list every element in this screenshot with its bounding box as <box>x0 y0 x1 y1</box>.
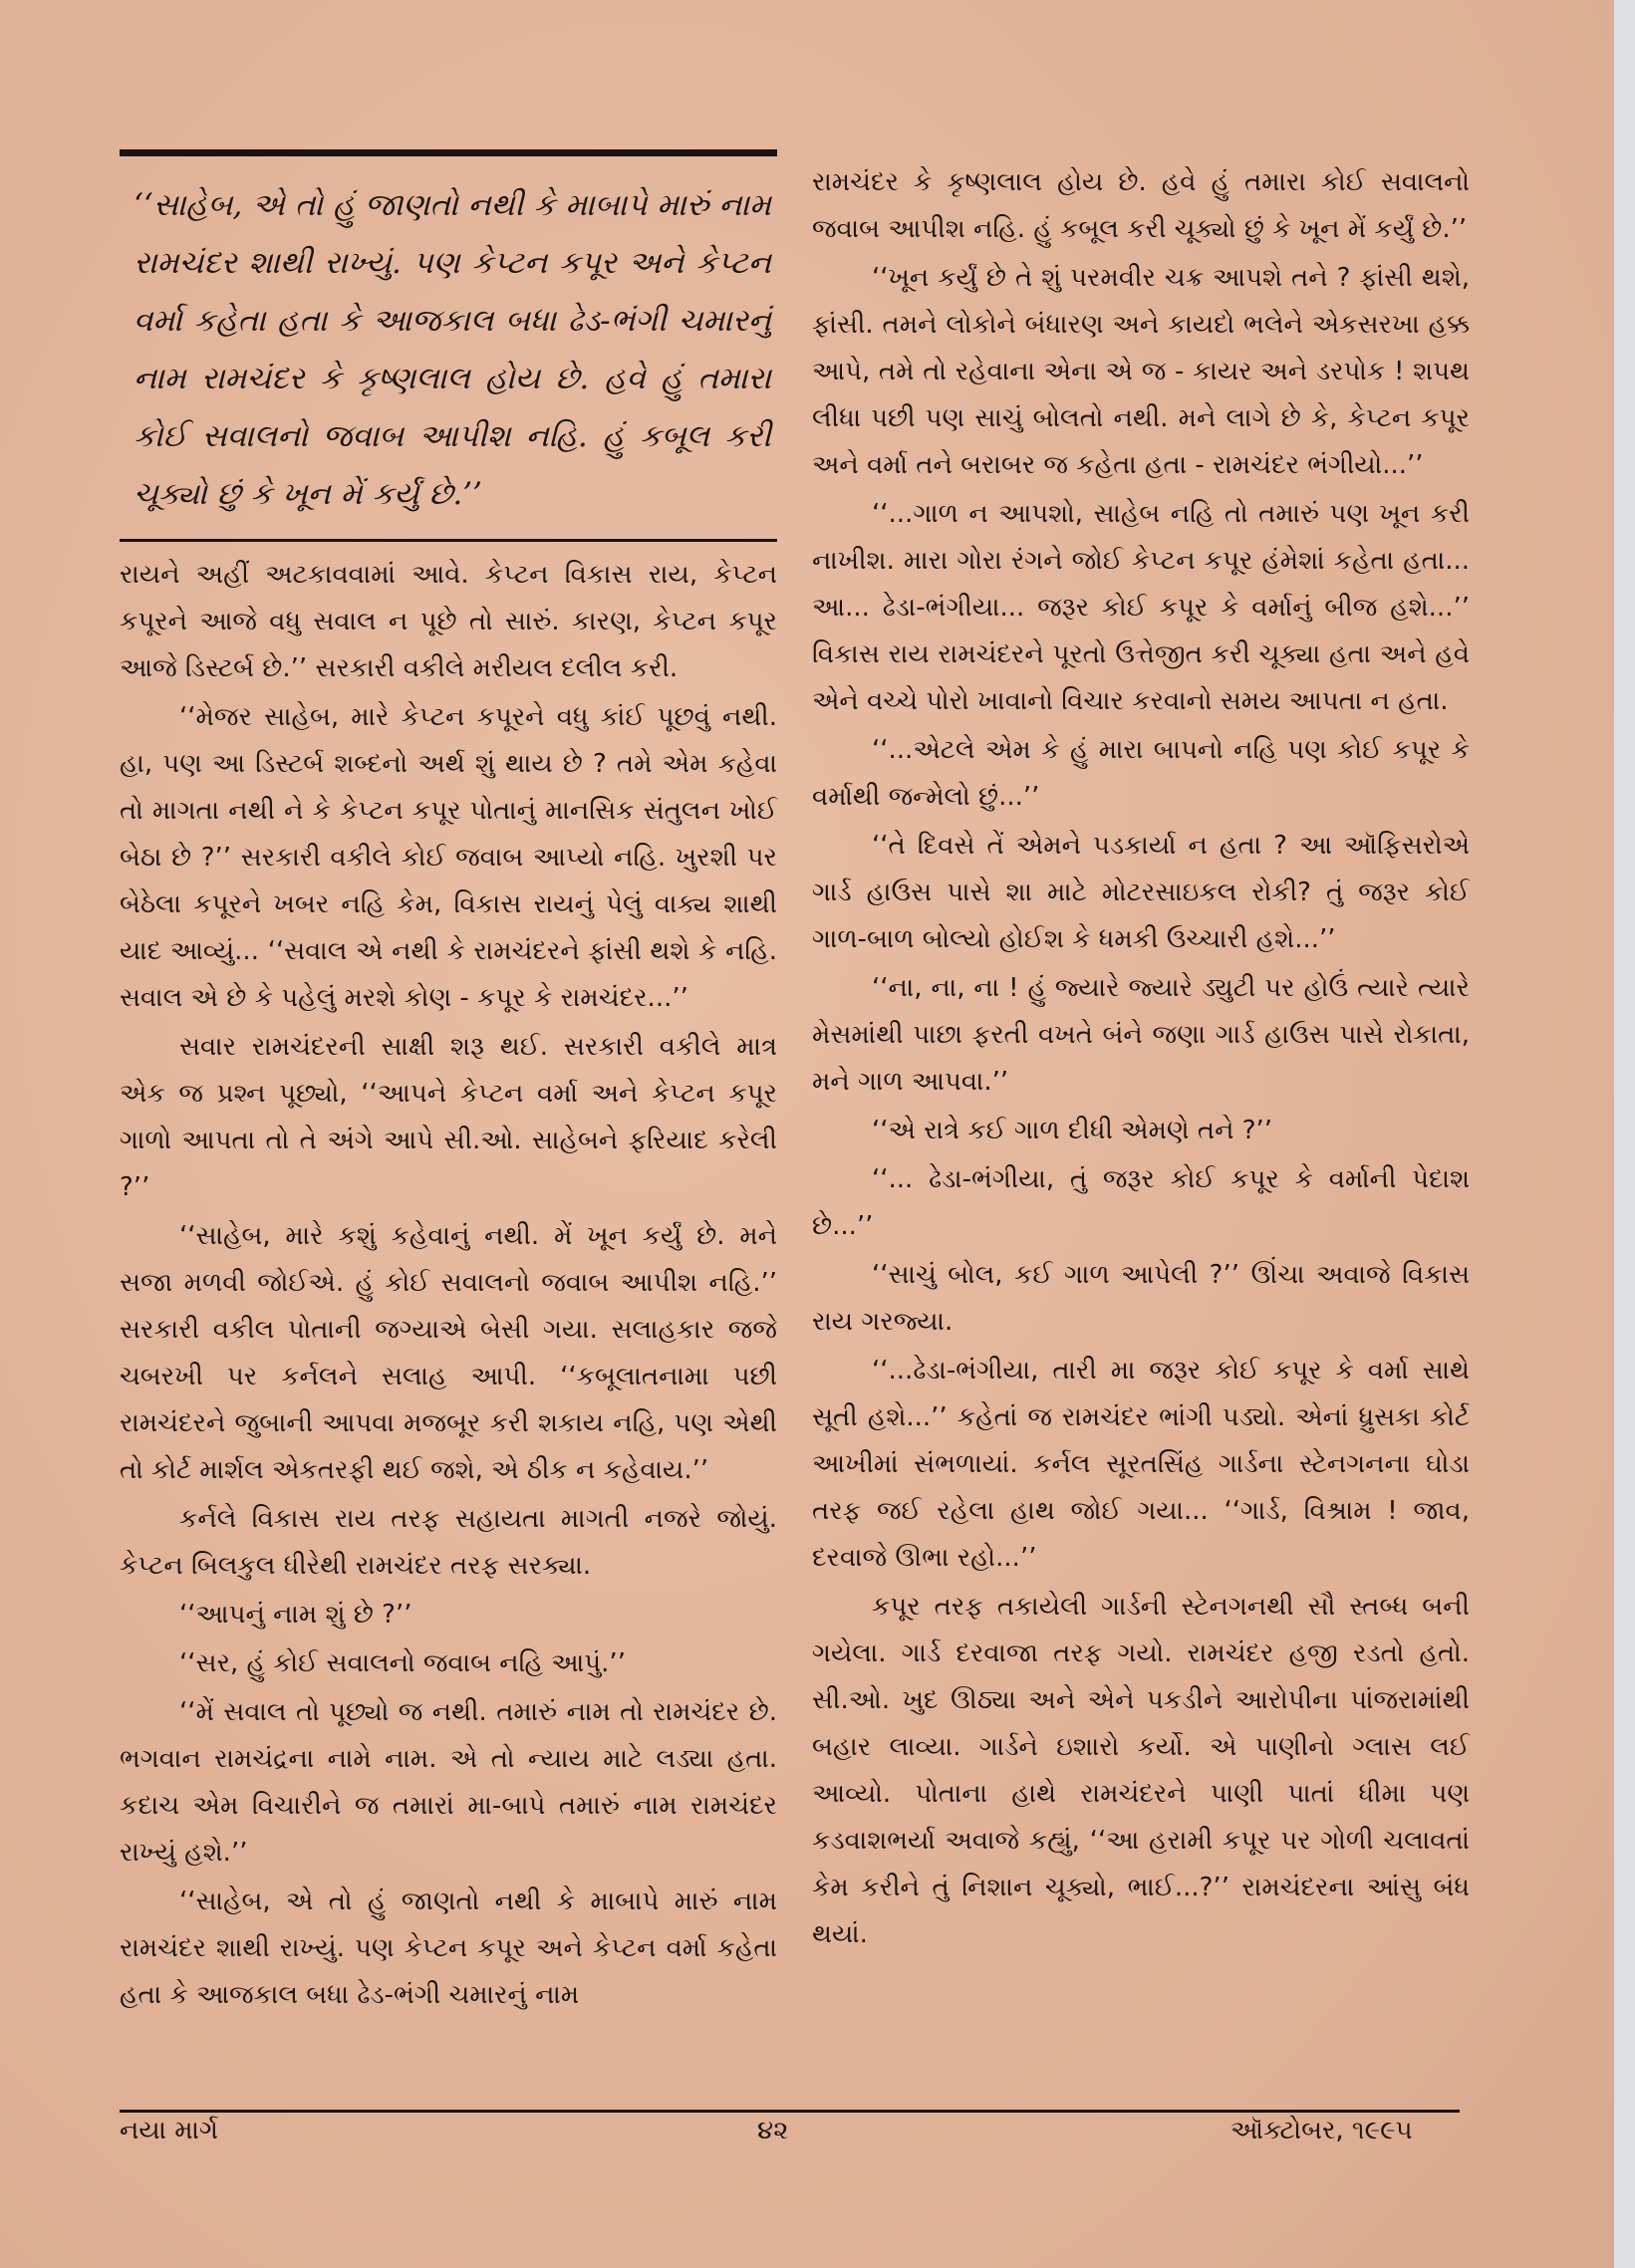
right-paragraph: કપૂર તરફ તકાયેલી ગાર્ડની સ્ટેનગનથી સૌ સ્તબ્ધ બની ગયેલા. ગાર્ડ દરવાજા તરફ ગયો. રામચંદર હજી રડતો હતો. સી.ઓ. ખુદ ઊઠ્યા અને એને પકડીને આરોપીના પાંજરામાંથી બહાર લાવ્યા. ગાર્ડને ઇશારો કર્યો. એ પાણીનો ગ્લાસ લઈ આવ્યો. પોતાના હાથે રામચંદરને પાણી પાતાં ધીમા પણ કડવાશભર્યા અવાજે કહ્યું, ‘‘આ હરામી કપૂર પર ગોળી ચલાવતાં કેમ કરીને તું નિશાન ચૂક્યો, ભાઈ...?’’ રામચંદરના આંસુ બંધ થયાં. <box>812 1592 1470 1949</box>
right-paragraph: ‘‘તે દિવસે તેં એમને પડકાર્યા ન હતા ? આ ઑફિસરોએ ગાર્ડ હાઉસ પાસે શા માટે મોટરસાઇકલ રોકી? તું જરૂર કોઈ ગાળ-બાળ બોલ્યો હોઈશ કે ધમકી ઉચ્ચારી હશે...’’ <box>812 831 1470 954</box>
right-paragraph: રામચંદર કે કૃષ્ણલાલ હોય છે. હવે હું તમારા કોઈ સવાલનો જવાબ આપીશ નહિ. હું કબૂલ કરી ચૂક્યો છું કે ખૂન મેં કર્યું છે.’’ <box>812 167 1470 244</box>
footer-page-number: ૪૨ <box>757 2116 789 2145</box>
pull-quote-top-rule <box>120 149 777 156</box>
left-paragraph: રાયને અહીં અટકાવવામાં આવે. કેપ્ટન વિકાસ રાય, કેપ્ટન કપૂરને આજે વધુ સવાલ ન પૂછે તો સારું. કારણ, કેપ્ટન કપૂર આજે ડિસ્ટર્બ છે.’’ સરકારી વકીલે મરીયલ દલીલ કરી. <box>120 560 777 683</box>
footer-rule <box>120 2110 1460 2113</box>
right-column <box>812 159 1470 1960</box>
left-paragraph: કર્નલે વિકાસ રાય તરફ સહાયતા માગતી નજરે જોયું. કેપ્ટન બિલકુલ ધીરેથી રામચંદર તરફ સરક્યા. <box>120 1504 777 1581</box>
left-paragraph: ‘‘મેં સવાલ તો પૂછ્યો જ નથી. તમારું નામ તો રામચંદર છે. ભગવાન રામચંદ્રના નામે નામ. એ તો ન્યાય માટે લડ્યા હતા. કદાચ એમ વિચારીને જ તમારાં મા-બાપે તમારું નામ રામચંદર રાખ્યું હશે.’’ <box>120 1697 777 1868</box>
right-paragraph: ‘‘ના, ના, ના ! હું જ્યારે જ્યારે ડ્યુટી પર હોઉં ત્યારે ત્યારે મેસમાંથી પાછા ફરતી વખતે બંને જણા ગાર્ડ હાઉસ પાસે રોકાતા, મને ગાળ આપવા.’’ <box>812 973 1470 1097</box>
right-paragraph: ‘‘...ઢેડા-ભંગીયા, તારી મા જરૂર કોઈ કપૂર કે વર્મા સાથે સૂતી હશે...’’ કહેતાં જ રામચંદર ભાંગી પડ્યો. એનાં ધ્રુસકા કોર્ટ આખીમાં સંભળાયાં. કર્નલ સૂરતસિંહ ગાર્ડના સ્ટેનગનના ઘોડા તરફ જઈ રહેલા હાથ જોઈ ગયા... ‘‘ગાર્ડ, વિશ્રામ ! જાવ, દરવાજે ઊભા રહો...’’ <box>812 1356 1470 1573</box>
right-paragraph: ‘‘...એટલે એમ કે હું મારા બાપનો નહિ પણ કોઈ કપૂર કે વર્માથી જન્મેલો છું...’’ <box>812 735 1470 812</box>
left-paragraph: ‘‘સર, હું કોઈ સવાલનો જવાબ નહિ આપું.’’ <box>179 1648 626 1678</box>
footer-magazine-name: નયા માર્ગ <box>120 2116 219 2145</box>
right-paragraph: ‘‘ખૂન કર્યું છે તે શું પરમવીર ચક્ર આપશે તને ? ફાંસી થશે, ફાંસી. તમને લોકોને બંધારણ અને કાયદો ભલેને એકસરખા હક્ક આપે, તમે તો રહેવાના એના એ જ - કાયર અને ડરપોક ! શપથ લીધા પછી પણ સાચું બોલતો નથી. મને લાગે છે કે, કેપ્ટન કપૂર અને વર્મા તને બરાબર જ કહેતા હતા - રામચંદર ભંગીયો...’’ <box>812 263 1470 480</box>
right-paragraph: ‘‘... ઢેડા-ભંગીયા, તું જરૂર કોઈ કપૂર કે વર્માની પેદાશ છે...’’ <box>812 1164 1470 1241</box>
left-paragraph: ‘‘સાહેબ, એ તો હું જાણતો નથી કે માબાપે મારું નામ રામચંદર શાથી રાખ્યું. પણ કેપ્ટન કપૂર અને કેપ્ટન વર્મા કહેતા હતા કે આજકાલ બધા ઢેડ-ભંગી ચમારનું નામ <box>120 1887 777 2010</box>
left-paragraph: સવાર રામચંદરની સાક્ષી શરૂ થઈ. સરકારી વકીલે માત્ર એક જ પ્રશ્ન પૂછ્યો, ‘‘આપને કેપ્ટન વર્મા અને કેપ્ટન કપૂર ગાળો આપતા તો તે અંગે આપે સી.ઓ. સાહેબને ફરિયાદ કરેલી ?’’ <box>120 1032 777 1202</box>
pull-quote: ‘‘સાહેબ, એ તો હું જાણતો નથી કે માબાપે મારું નામ રામચંદર શાથી રાખ્યું. પણ કેપ્ટન કપૂર અને કેપ્ટન વર્મા કહેતા હતા કે આજકાલ બધા ઢેડ-ભંગી ચમારનું નામ રામચંદર કે કૃષ્ણલાલ હોય છે. હવે હું તમારા કોઈ સવાલનો જવાબ આપીશ નહિ. હું કબૂલ કરી ચૂક્યો છું કે ખૂન મેં કર્યું છે.’’ <box>134 187 771 512</box>
pull-quote-bottom-rule <box>120 539 777 542</box>
left-paragraph: ‘‘સાહેબ, મારે કશું કહેવાનું નથી. મેં ખૂન કર્યું છે. મને સજા મળવી જોઈએ. હું કોઈ સવાલનો જવાબ આપીશ નહિ.’’ સરકારી વકીલ પોતાની જગ્યાએ બેસી ગયા. સલાહકાર જજે ચબરખી પર કર્નલને સલાહ આપી. ‘‘કબૂલાતનામા પછી રામચંદરને જુબાની આપવા મજબૂર કરી શકાય નહિ, પણ એથી તો કોર્ટ માર્શલ એકતરફી થઈ જશે, એ ઠીક ન કહેવાય.’’ <box>120 1221 777 1485</box>
left-paragraph: ‘‘આપનું નામ શું છે ?’’ <box>179 1600 412 1630</box>
right-paragraph: ‘‘...ગાળ ન આપશો, સાહેબ નહિ તો તમારું પણ ખૂન કરી નાખીશ. મારા ગોરા રંગને જોઈ કેપ્ટન કપૂર હંમેશાં કહેતા હતા... આ... ઢેડા-ભંગીયા... જરૂર કોઈ કપૂર કે વર્માનું બીજ હશે...’’ વિકાસ રાય રામચંદરને પૂરતો ઉત્તેજીત કરી ચૂક્યા હતા અને હવે એને વચ્ચે પોરો ખાવાનો વિચાર કરવાનો સમય આપતા ન હતા. <box>812 499 1470 716</box>
footer-date: ઑક્ટોબર, ૧૯૯૫ <box>1230 2116 1413 2145</box>
left-column <box>120 149 777 2021</box>
right-paragraph: ‘‘એ રાત્રે કઈ ગાળ દીધી એમણે તને ?’’ <box>872 1116 1273 1145</box>
left-paragraph: ‘‘મેજર સાહેબ, મારે કેપ્ટન કપૂરને વધુ કાંઈ પૂછવું નથી. હા, પણ આ ડિસ્ટર્બ શબ્દનો અર્થ શું થાય છે ? તમે એમ કહેવા તો માગતા નથી ને કે કેપ્ટન કપૂર પોતાનું માનસિક સંતુલન ખોઈ બેઠા છે ?’’ સરકારી વકીલે કોઈ જવાબ આપ્યો નહિ. ખુરશી પર બેઠેલા કપૂરને ખબર નહિ કેમ, વિકાસ રાયનું પેલું વાક્ય શાથી યાદ આવ્યું... ‘‘સવાલ એ નથી કે રામચંદરને ફાંસી થશે કે નહિ. સવાલ એ છે કે પહેલું મરશે કોણ - કપૂર કે રામચંદર...’’ <box>120 702 777 1013</box>
right-paragraph: ‘‘સાચું બોલ, કઈ ગાળ આપેલી ?’’ ઊંચા અવાજે વિકાસ રાય ગરજ્યા. <box>812 1260 1470 1337</box>
